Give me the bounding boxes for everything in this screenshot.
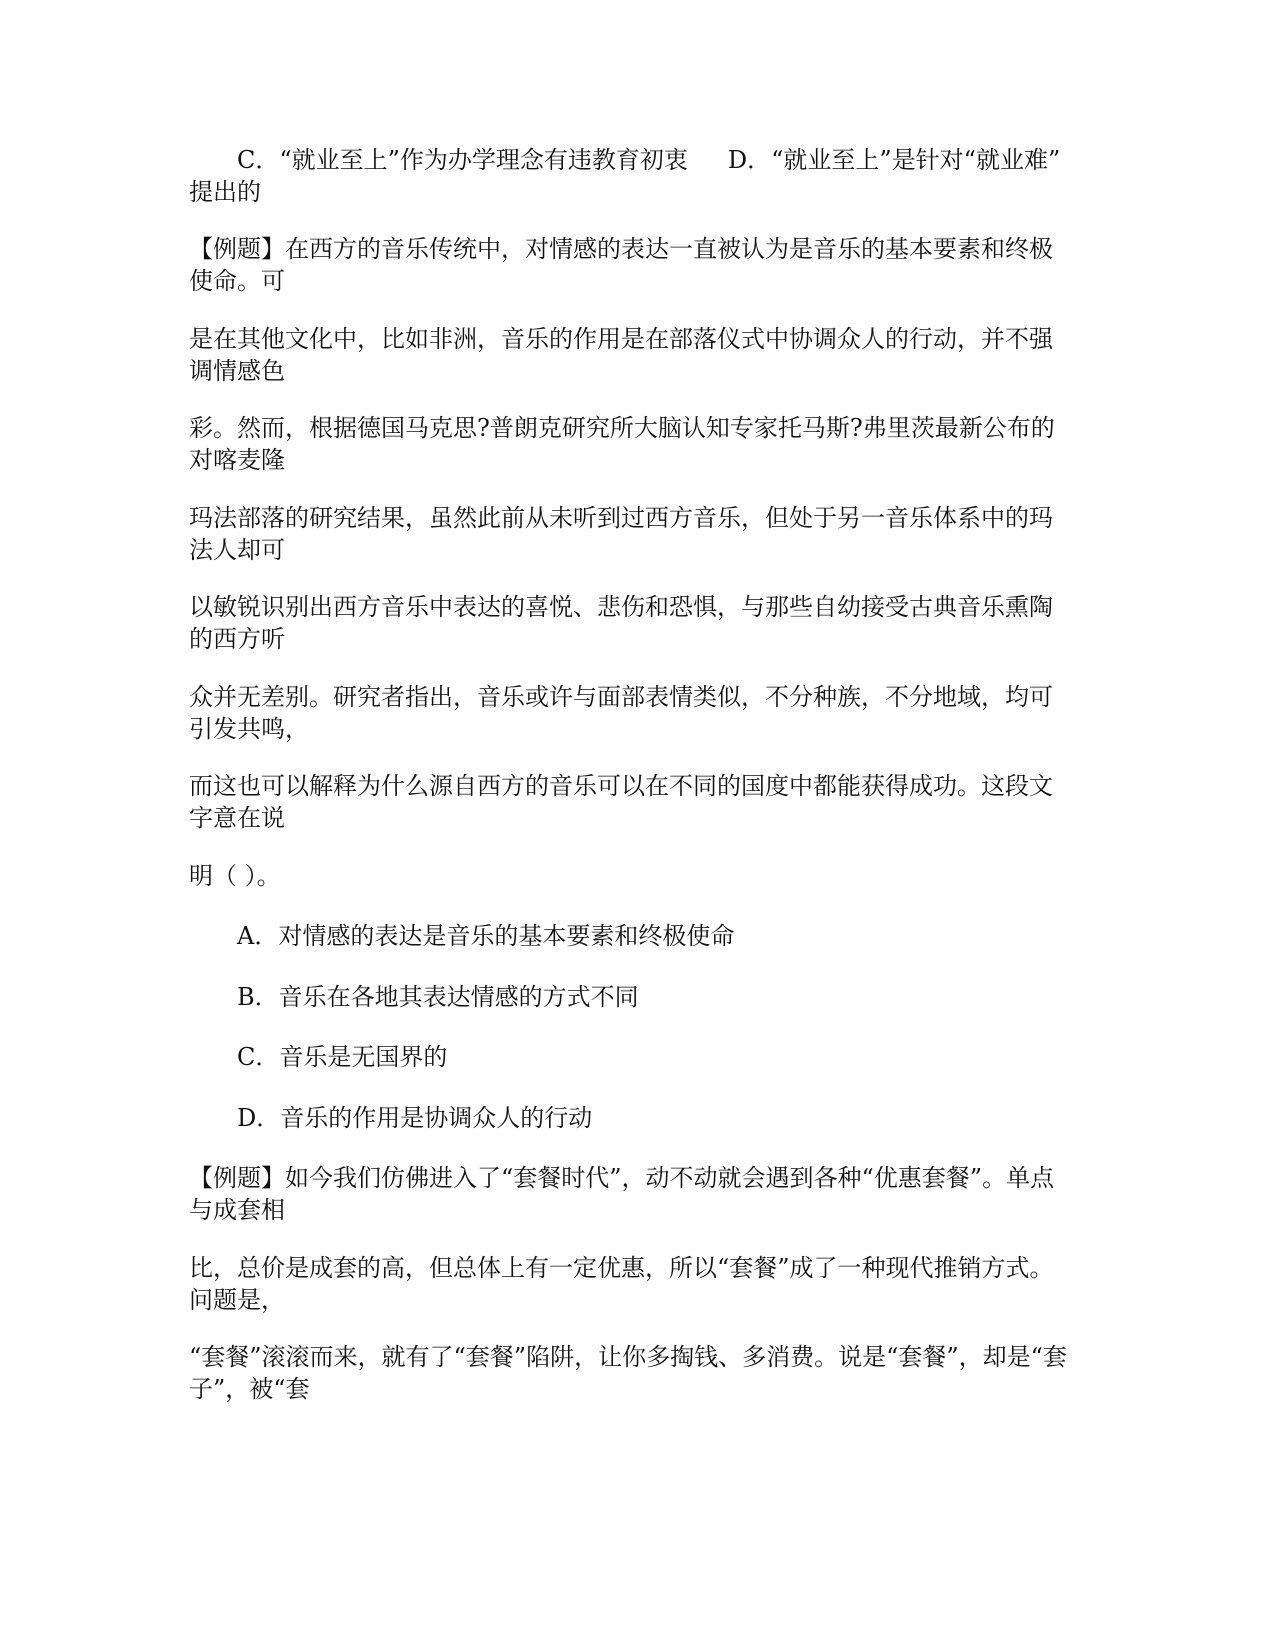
example1-line: 明（ ）。	[189, 862, 281, 890]
example1-option-d: D．音乐的作用是协调众人的行动	[237, 1104, 593, 1132]
option-c: C．“就业至上”作为办学理念有违教育初衷	[237, 146, 688, 174]
example2-line: 比，总价是成套的高，但总体上有一定优惠，所以“套餐”成了一种现代推销方式。	[189, 1254, 1054, 1282]
example1-line: 调情感色	[189, 357, 285, 385]
example1-line: 【例题】在西方的音乐传统中，对情感的表达一直被认为是音乐的基本要素和终极	[189, 235, 1053, 263]
example1-line: 的西方听	[189, 625, 285, 653]
example1-line: 对喀麦隆	[189, 446, 285, 474]
example1-line: 法人却可	[189, 536, 285, 564]
option-d: D．“就业至上”是针对“就业难”	[727, 146, 1061, 174]
example1-option-c: C．音乐是无国界的	[237, 1043, 448, 1071]
example1-line: 字意在说	[189, 804, 285, 832]
option-d-continuation: 提出的	[189, 178, 261, 206]
example1-line: 而这也可以解释为什么源自西方的音乐可以在不同的国度中都能获得成功。这段文	[189, 772, 1053, 800]
example1-line: 以敏锐识别出西方音乐中表达的喜悦、悲伤和恐惧，与那些自幼接受古典音乐熏陶	[189, 593, 1053, 621]
example2-line: 子”，被“套	[189, 1375, 310, 1403]
option-row-cd	[237, 144, 1137, 176]
example2-line: 与成套相	[189, 1196, 285, 1224]
example2-line: 问题是，	[189, 1286, 285, 1314]
example1-line: 引发共鸣，	[189, 715, 309, 743]
example1-option-b: B．音乐在各地其表达情感的方式不同	[237, 983, 639, 1011]
example1-line: 使命。可	[189, 267, 285, 295]
example1-line: 是在其他文化中，比如非洲，音乐的作用是在部落仪式中协调众人的行动，并不强	[189, 325, 1053, 353]
example1-line: 众并无差别。研究者指出，音乐或许与面部表情类似，不分种族，不分地域，均可	[189, 683, 1053, 711]
example1-line: 彩。然而，根据德国马克思?普朗克研究所大脑认知专家托马斯?弗里茨最新公布的	[189, 414, 1055, 442]
example1-option-a: A．对情感的表达是音乐的基本要素和终极使命	[237, 922, 735, 950]
example2-line: 【例题】如今我们仿佛进入了“套餐时代”，动不动就会遇到各种“优惠套餐”。单点	[189, 1164, 1055, 1192]
example2-line: “套餐”滚滚而来，就有了“套餐”陷阱，让你多掏钱、多消费。说是“套餐”，却是“套	[189, 1343, 1067, 1371]
example1-line: 玛法部落的研究结果，虽然此前从未听到过西方音乐，但处于另一音乐体系中的玛	[189, 504, 1053, 532]
